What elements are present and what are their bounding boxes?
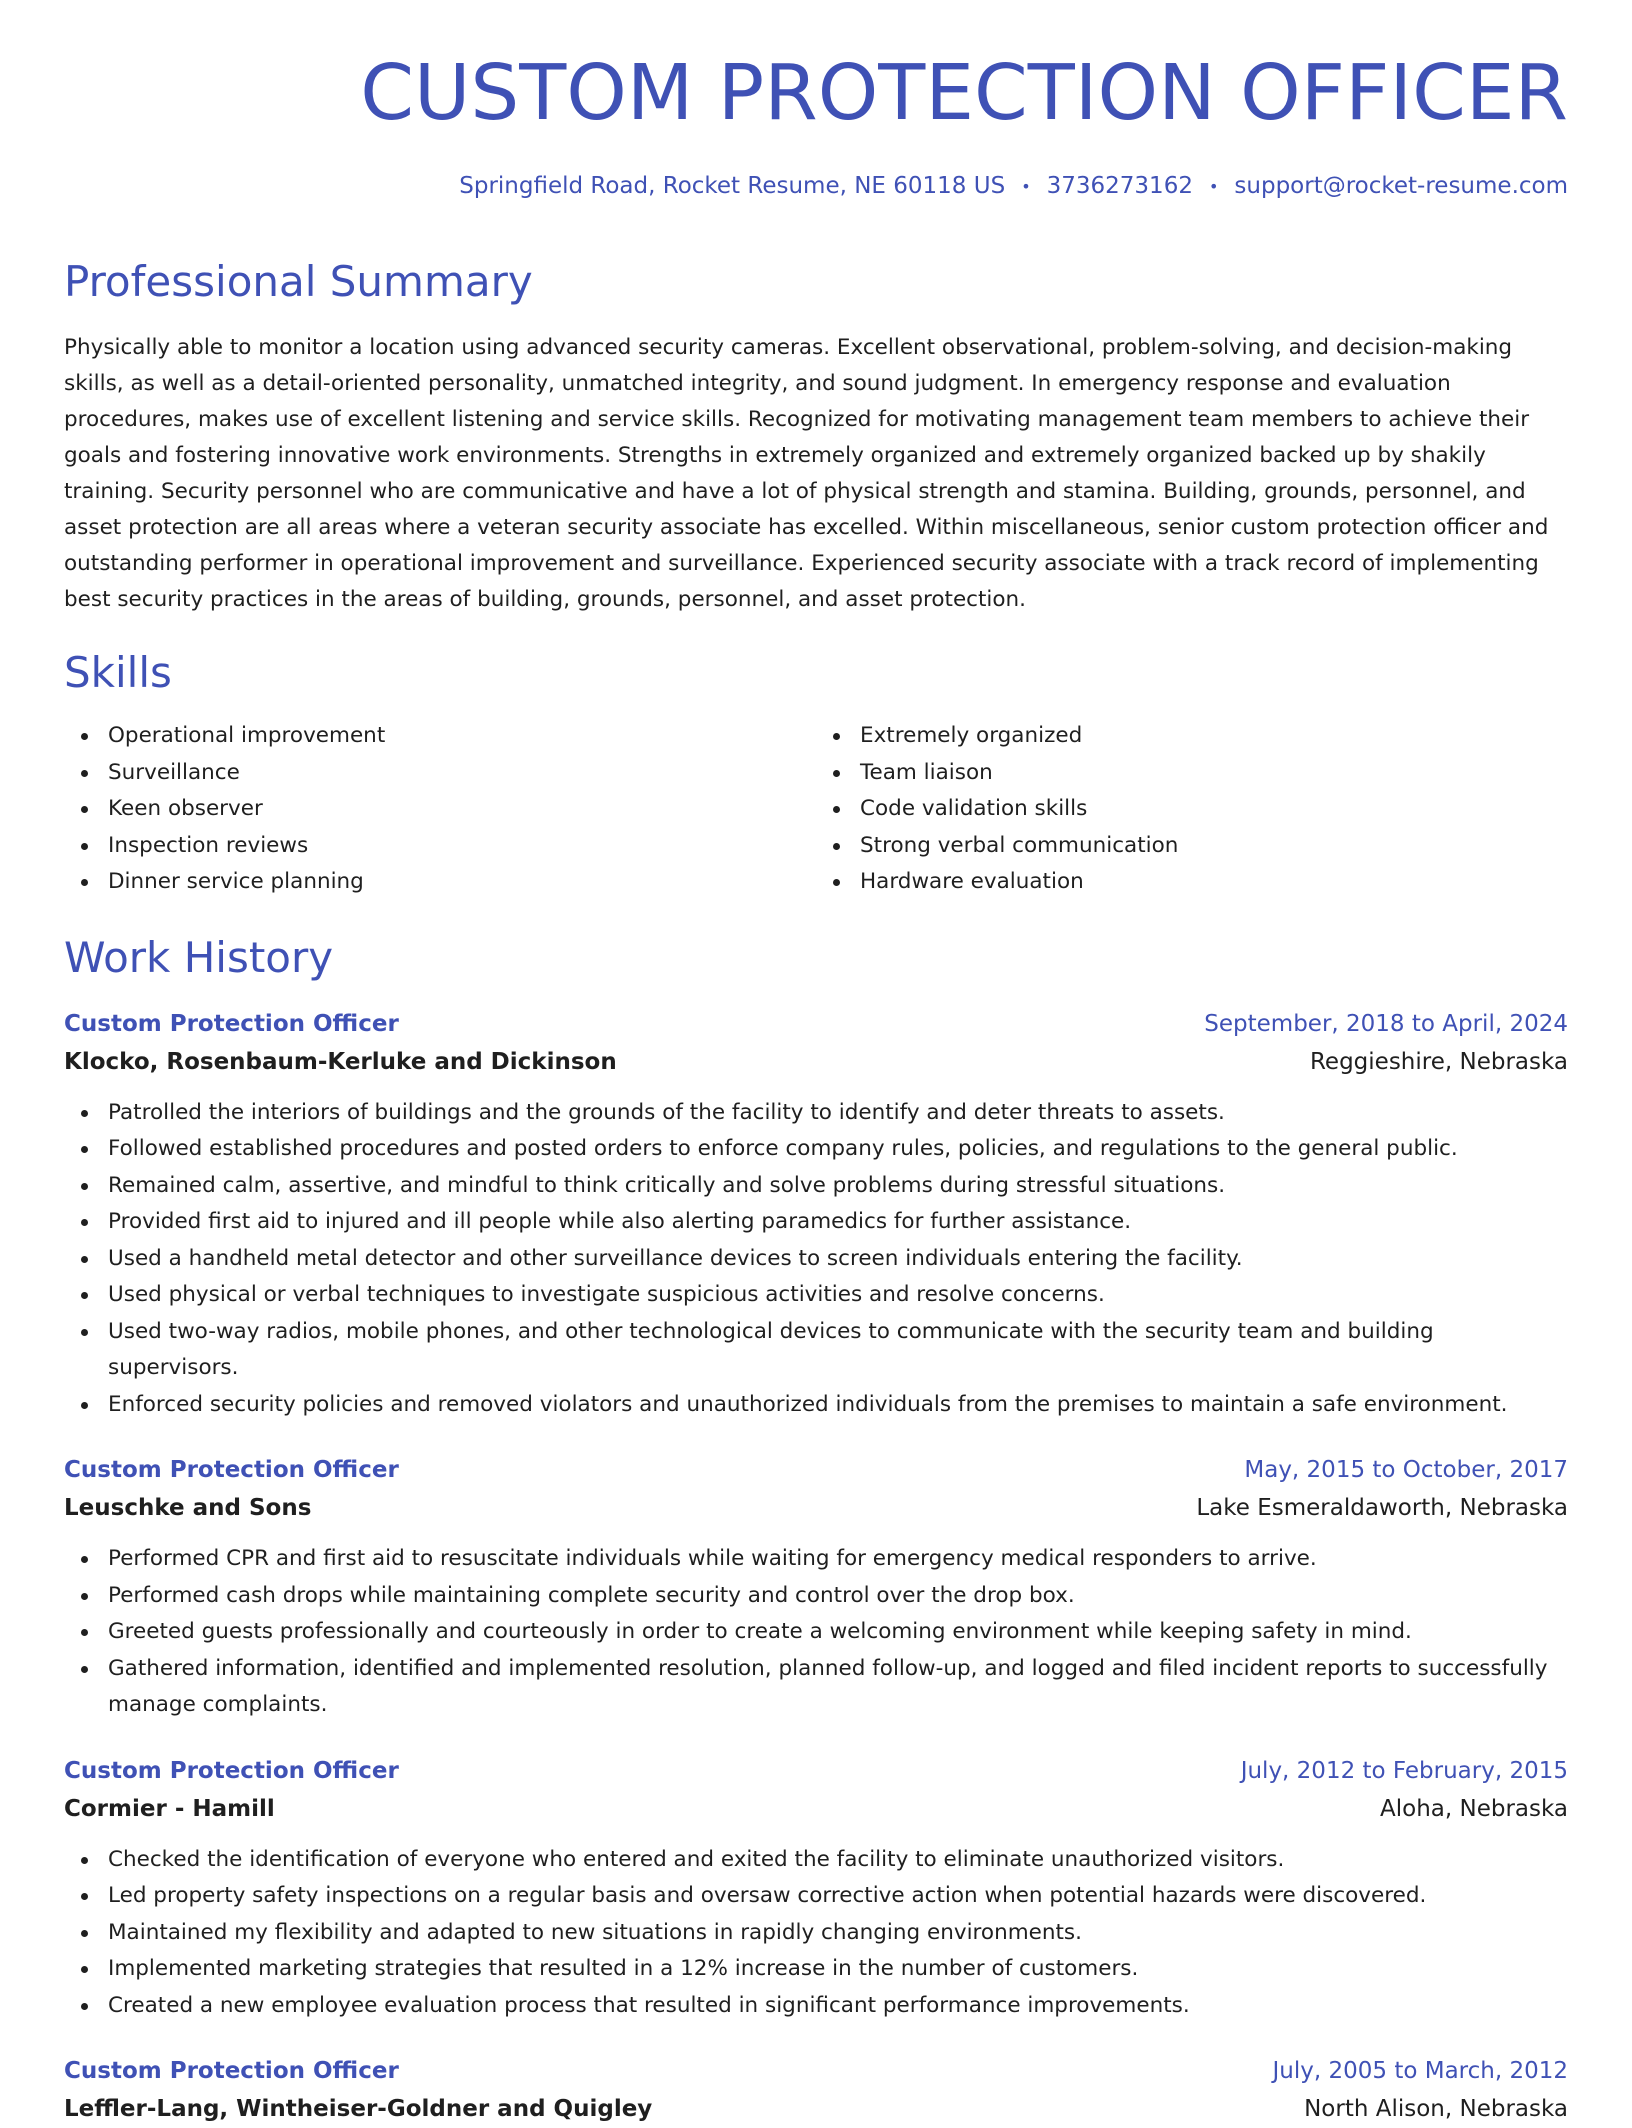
contact-email[interactable]: support@rocket-resume.com bbox=[1234, 172, 1568, 199]
job-bullet: Implemented marketing strategies that resulted in a 12% increase in the number of customers. bbox=[108, 1951, 1568, 1988]
job-location: North Alison, Nebraska bbox=[1304, 2096, 1568, 2123]
skill-item: Dinner service planning bbox=[108, 864, 816, 901]
job-dates: September, 2018 to April, 2024 bbox=[1204, 1010, 1568, 1037]
job-entry bbox=[64, 1005, 1568, 1424]
job-bullet: Enforced security policies and removed violators and unauthorized individuals from the premises to maintain a safe environment. bbox=[108, 1387, 1568, 1424]
skill-item: Inspection reviews bbox=[108, 828, 816, 865]
skills-list bbox=[64, 718, 1568, 901]
job-dates: July, 2012 to February, 2015 bbox=[1240, 1757, 1568, 1784]
skill-item: Extremely organized bbox=[860, 718, 1568, 755]
job-title: Custom Protection Officer bbox=[64, 2058, 399, 2085]
job-company-row bbox=[64, 1489, 1568, 1527]
skills-column-right bbox=[816, 718, 1568, 901]
skill-item: Surveillance bbox=[108, 755, 816, 792]
skills-column-left bbox=[64, 718, 816, 901]
job-location: Lake Esmeraldaworth, Nebraska bbox=[1196, 1495, 1568, 1522]
skill-item: Operational improvement bbox=[108, 718, 816, 755]
skill-item: Keen observer bbox=[108, 791, 816, 828]
job-bullet: Used two-way radios, mobile phones, and other technological devices to communicate with the security team and building supervisors. bbox=[108, 1314, 1568, 1387]
job-company: Leffler-Lang, Wintheiser-Goldner and Quigley bbox=[64, 2096, 653, 2123]
job-bullet: Created a new employee evaluation process that resulted in significant performance improvements. bbox=[108, 1988, 1568, 2025]
job-bullet: Checked the identification of everyone who entered and exited the facility to eliminate unauthorized visitors. bbox=[108, 1842, 1568, 1879]
job-title: Custom Protection Officer bbox=[64, 1010, 399, 1037]
job-bullet: Maintained my flexibility and adapted to new situations in rapidly changing environments. bbox=[108, 1915, 1568, 1952]
resume-header bbox=[64, 0, 1568, 200]
job-location: Aloha, Nebraska bbox=[1380, 1795, 1568, 1822]
contact-line bbox=[64, 173, 1568, 201]
job-entry bbox=[64, 2052, 1568, 2128]
job-bullet: Used a handheld metal detector and other surveillance devices to screen individuals entering the facility. bbox=[108, 1241, 1568, 1278]
job-location: Reggieshire, Nebraska bbox=[1309, 1048, 1568, 1075]
contact-phone[interactable]: 3736273162 bbox=[1046, 172, 1193, 199]
job-header-row bbox=[64, 1752, 1568, 1790]
contact-separator: • bbox=[1021, 176, 1031, 196]
summary-text: Physically able to monitor a location using advanced security cameras. Excellent observational, problem-solving, and decision-making skills, as well as a detail-oriented personality, unmatched integrity, and sound judgment. In emergency response and evaluation procedures, makes use of excellent listening and service skills. Recognized for motivating management team members to achieve their goals and fostering innovative work environments. Strengths in extremely organized and extremely organized backed up by shakily training. Security personnel who are communicative and have a lot of physical strength and stamina. Building, grounds, personnel, and asset protection are all areas where a veteran security associate has excelled. Within miscellaneous, senior custom protection officer and outstanding performer in operational improvement and surveillance. Experienced security associate with a track record of implementing best security practices in the areas of building, grounds, personnel, and asset protection. bbox=[64, 334, 1549, 612]
job-bullets bbox=[64, 1095, 1568, 1424]
job-dates: May, 2015 to October, 2017 bbox=[1244, 1457, 1568, 1484]
skill-item: Strong verbal communication bbox=[860, 828, 1568, 865]
job-dates: July, 2005 to March, 2012 bbox=[1272, 2058, 1568, 2085]
job-bullet: Used physical or verbal techniques to investigate suspicious activities and resolve concerns. bbox=[108, 1277, 1568, 1314]
summary-heading: Professional Summary bbox=[64, 257, 533, 307]
skill-item: Hardware evaluation bbox=[860, 864, 1568, 901]
job-company: Leuschke and Sons bbox=[64, 1495, 312, 1522]
job-bullet: Performed CPR and first aid to resuscitate individuals while waiting for emergency medical responders to arrive. bbox=[108, 1541, 1568, 1578]
job-header-row bbox=[64, 1005, 1568, 1043]
job-header-row bbox=[64, 1451, 1568, 1489]
job-company-row bbox=[64, 2090, 1568, 2128]
contact-separator: • bbox=[1208, 176, 1219, 196]
job-bullet: Gathered information, identified and implemented resolution, planned follow-up, and logged and filed incident reports to successfully manage complaints. bbox=[108, 1651, 1568, 1724]
candidate-name: CUSTOM PROTECTION OFFICER bbox=[360, 49, 1568, 138]
work-history-heading: Work History bbox=[64, 932, 334, 982]
job-bullet: Remained calm, assertive, and mindful to think critically and solve problems during stressful situations. bbox=[108, 1168, 1568, 1205]
contact-address: Springfield Road, Rocket Resume, NE 60118 US bbox=[459, 172, 1006, 199]
job-bullets bbox=[64, 1541, 1568, 1724]
job-company-row bbox=[64, 1790, 1568, 1828]
job-entry bbox=[64, 1752, 1568, 2025]
job-bullet: Performed cash drops while maintaining complete security and control over the drop box. bbox=[108, 1578, 1568, 1615]
job-title: Custom Protection Officer bbox=[64, 1457, 399, 1484]
skill-item: Code validation skills bbox=[860, 791, 1568, 828]
skills-heading: Skills bbox=[64, 647, 172, 697]
job-bullet: Led property safety inspections on a regular basis and oversaw corrective action when potential hazards were discovered. bbox=[108, 1878, 1568, 1915]
job-bullet: Provided first aid to injured and ill people while also alerting paramedics for further assistance. bbox=[108, 1204, 1568, 1241]
job-header-row bbox=[64, 2052, 1568, 2090]
job-company: Cormier - Hamill bbox=[64, 1795, 275, 1822]
job-company-row bbox=[64, 1043, 1568, 1081]
skill-item: Team liaison bbox=[860, 755, 1568, 792]
job-entry bbox=[64, 1451, 1568, 1724]
job-bullet: Greeted guests professionally and courteously in order to create a welcoming environment while keeping safety in mind. bbox=[108, 1614, 1568, 1651]
job-bullets bbox=[64, 1842, 1568, 2025]
job-title: Custom Protection Officer bbox=[64, 1757, 399, 1784]
job-bullet: Followed established procedures and posted orders to enforce company rules, policies, and regulations to the general public. bbox=[108, 1131, 1568, 1168]
job-company: Klocko, Rosenbaum-Kerluke and Dickinson bbox=[64, 1048, 617, 1075]
job-bullet: Patrolled the interiors of buildings and the grounds of the facility to identify and deter threats to assets. bbox=[108, 1095, 1568, 1132]
